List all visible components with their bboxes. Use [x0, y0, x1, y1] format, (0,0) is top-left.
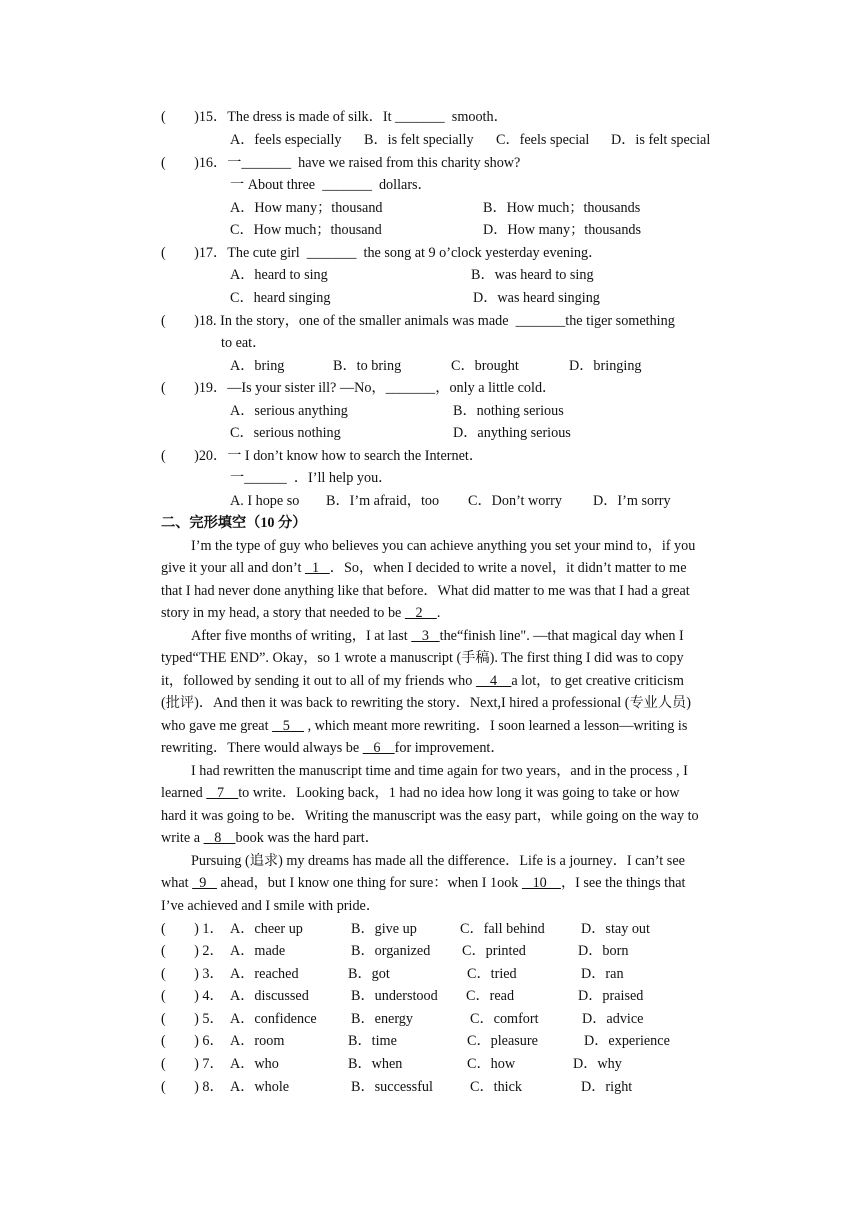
- question-18: ( )18. In the story，one of the smaller animals was made _______the tiger something: [161, 313, 675, 329]
- cloze-option-b: B．successful: [351, 1079, 433, 1095]
- passage-line: story in my head, a story that needed to be 2 .: [161, 605, 441, 621]
- passage-line: typed“THE END”. Okay，so 1 wrote a manuscript (手稿). The first thing I did was to copy: [161, 650, 684, 666]
- cloze-option-b: B．energy: [351, 1011, 413, 1027]
- cloze-number: ( ) 4．: [161, 988, 224, 1004]
- cloze-number: ( ) 6．: [161, 1033, 224, 1049]
- passage-line: After five months of writing，I at last 3 the“finish line". —that magical day when I: [191, 628, 684, 644]
- passage-line: write a 8 book was the hard part．: [161, 830, 379, 846]
- cloze-option-c: C．thick: [470, 1079, 523, 1095]
- q18-option-a: A．bring: [230, 358, 285, 374]
- q19-option-b: B．nothing serious: [453, 403, 564, 419]
- cloze-option-d: D．why: [573, 1056, 622, 1072]
- passage-line: that I had never done anything like that before．What did matter to me was that I had a great: [161, 583, 690, 599]
- section-title: 二、完形填空（10 分）: [161, 515, 307, 531]
- q15-option-a: A．feels especially: [230, 132, 342, 148]
- blank-5: 5: [272, 718, 305, 734]
- cloze-option-a: A．room: [230, 1033, 285, 1049]
- cloze-option-d: D．born: [578, 943, 629, 959]
- q19-option-c: C．serious nothing: [230, 425, 341, 441]
- passage-line: what 9 ahead，but I know one thing for sure：when I 1ook 10 ，I see the things that: [161, 875, 686, 891]
- q17-option-b: B．was heard to sing: [471, 267, 594, 283]
- cloze-option-d: D．right: [581, 1079, 633, 1095]
- q15-option-d: D．is felt special: [611, 132, 711, 148]
- passage-line: hard it was going to be．Writing the manuscript was the easy part，while going on the way to: [161, 808, 699, 824]
- cloze-option-c: C．how: [467, 1056, 516, 1072]
- q16-option-b: B．How much；thousands: [483, 200, 641, 216]
- passage-line: give it your all and don’t 1 ．So，when I decided to write a novel，it didn’t matter to me: [161, 560, 687, 576]
- cloze-number: ( ) 1．: [161, 921, 224, 937]
- blank-9: 9: [192, 875, 217, 891]
- cloze-option-a: A．whole: [230, 1079, 290, 1095]
- passage-line: it，followed by sending it out to all of my friends who 4 a lot，to get creative criticism: [161, 673, 684, 689]
- blank-4: 4: [475, 673, 512, 689]
- cloze-option-c: C．printed: [462, 943, 526, 959]
- q18-option-d: D．bringing: [569, 358, 642, 374]
- q16-option-c: C．How much；thousand: [230, 222, 382, 238]
- cloze-number: ( ) 7．: [161, 1056, 224, 1072]
- passage-line: I had rewritten the manuscript time and time again for two years，and in the process , I: [191, 763, 688, 779]
- q16-option-d: D．How many；thousands: [483, 222, 642, 238]
- cloze-option-a: A．who: [230, 1056, 279, 1072]
- q18-option-b: B．to bring: [333, 358, 402, 374]
- q18-option-c: C．brought: [451, 358, 519, 374]
- cloze-option-c: C．comfort: [470, 1011, 539, 1027]
- cloze-option-d: D．praised: [578, 988, 644, 1004]
- q15-option-c: C．feels special: [496, 132, 590, 148]
- q19-option-d: D．anything serious: [453, 425, 571, 441]
- cloze-option-b: B．when: [348, 1056, 403, 1072]
- question-20: ( )20．一 I don’t know how to search the Internet．: [161, 448, 484, 464]
- blank-2: 2: [404, 605, 437, 621]
- q19-option-a: A．serious anything: [230, 403, 348, 419]
- passage-line: rewriting．There would always be 6 for improvement．: [161, 740, 505, 756]
- passage-line: Pursuing (追求) my dreams has made all the difference．Life is a journey．I can’t see: [191, 853, 685, 869]
- q20-option-a: A. I hope so: [230, 493, 300, 509]
- q20-option-b: B．I’m afraid，too: [326, 493, 440, 509]
- blank-6: 6: [362, 740, 395, 756]
- passage-line: learned 7 to write．Looking back，1 had no idea how long it was going to take or how: [161, 785, 680, 801]
- cloze-option-a: A．confidence: [230, 1011, 317, 1027]
- cloze-option-b: B．give up: [351, 921, 417, 937]
- q17-option-c: C．heard singing: [230, 290, 331, 306]
- q18-line-2: to eat．: [221, 335, 267, 351]
- cloze-option-b: B．organized: [351, 943, 431, 959]
- cloze-option-a: A．reached: [230, 966, 299, 982]
- cloze-option-d: D．advice: [582, 1011, 644, 1027]
- cloze-option-c: C．tried: [467, 966, 517, 982]
- blank-1: 1: [304, 560, 330, 576]
- question-17: ( )17．The cute girl _______ the song at 9 o’clock yesterday evening．: [161, 245, 603, 261]
- q20-option-c: C．Don’t worry: [468, 493, 562, 509]
- passage-line: (批评)．And then it was back to rewriting the story．Next,I hired a professional (专业人员): [161, 695, 691, 711]
- question-16: ( )16．一_______ have we raised from this charity show?: [161, 155, 521, 171]
- q17-option-d: D．was heard singing: [473, 290, 600, 306]
- cloze-number: ( ) 2．: [161, 943, 224, 959]
- cloze-number: ( ) 3．: [161, 966, 224, 982]
- cloze-option-b: B．time: [348, 1033, 397, 1049]
- blank-8: 8: [203, 830, 236, 846]
- question-19: ( )19．—Is your sister ill? —No，_______，only a little cold．: [161, 380, 557, 396]
- blank-7: 7: [206, 785, 239, 801]
- q16-option-a: A．How many；thousand: [230, 200, 383, 216]
- cloze-option-c: C．fall behind: [460, 921, 545, 937]
- cloze-option-c: C．read: [466, 988, 515, 1004]
- q20-line-2: 一______ ．I’ll help you．: [230, 470, 393, 486]
- cloze-option-a: A．cheer up: [230, 921, 303, 937]
- q17-option-a: A．heard to sing: [230, 267, 328, 283]
- cloze-option-d: D．ran: [581, 966, 624, 982]
- cloze-option-c: C．pleasure: [467, 1033, 538, 1049]
- cloze-option-a: A．discussed: [230, 988, 309, 1004]
- cloze-option-a: A．made: [230, 943, 286, 959]
- cloze-option-d: D．experience: [584, 1033, 670, 1049]
- blank-10: 10: [521, 875, 561, 891]
- cloze-option-b: B．got: [348, 966, 390, 982]
- q20-option-d: D．I’m sorry: [593, 493, 671, 509]
- cloze-number: ( ) 8．: [161, 1079, 224, 1095]
- q15-option-b: B．is felt specially: [364, 132, 474, 148]
- cloze-option-b: B．understood: [351, 988, 438, 1004]
- cloze-number: ( ) 5．: [161, 1011, 224, 1027]
- blank-3: 3: [411, 628, 440, 644]
- question-15: ( )15．The dress is made of silk．It _______ smooth．: [161, 109, 508, 125]
- passage-line: I’m the type of guy who believes you can achieve anything you set your mind to，if you: [191, 538, 696, 554]
- passage-line: I’ve achieved and I smile with pride．: [161, 898, 381, 914]
- passage-line: who gave me great 5 , which meant more rewriting．I soon learned a lesson—writing is: [161, 718, 688, 734]
- q16-line-2: 一 About three _______ dollars．: [230, 177, 432, 193]
- cloze-option-d: D．stay out: [581, 921, 650, 937]
